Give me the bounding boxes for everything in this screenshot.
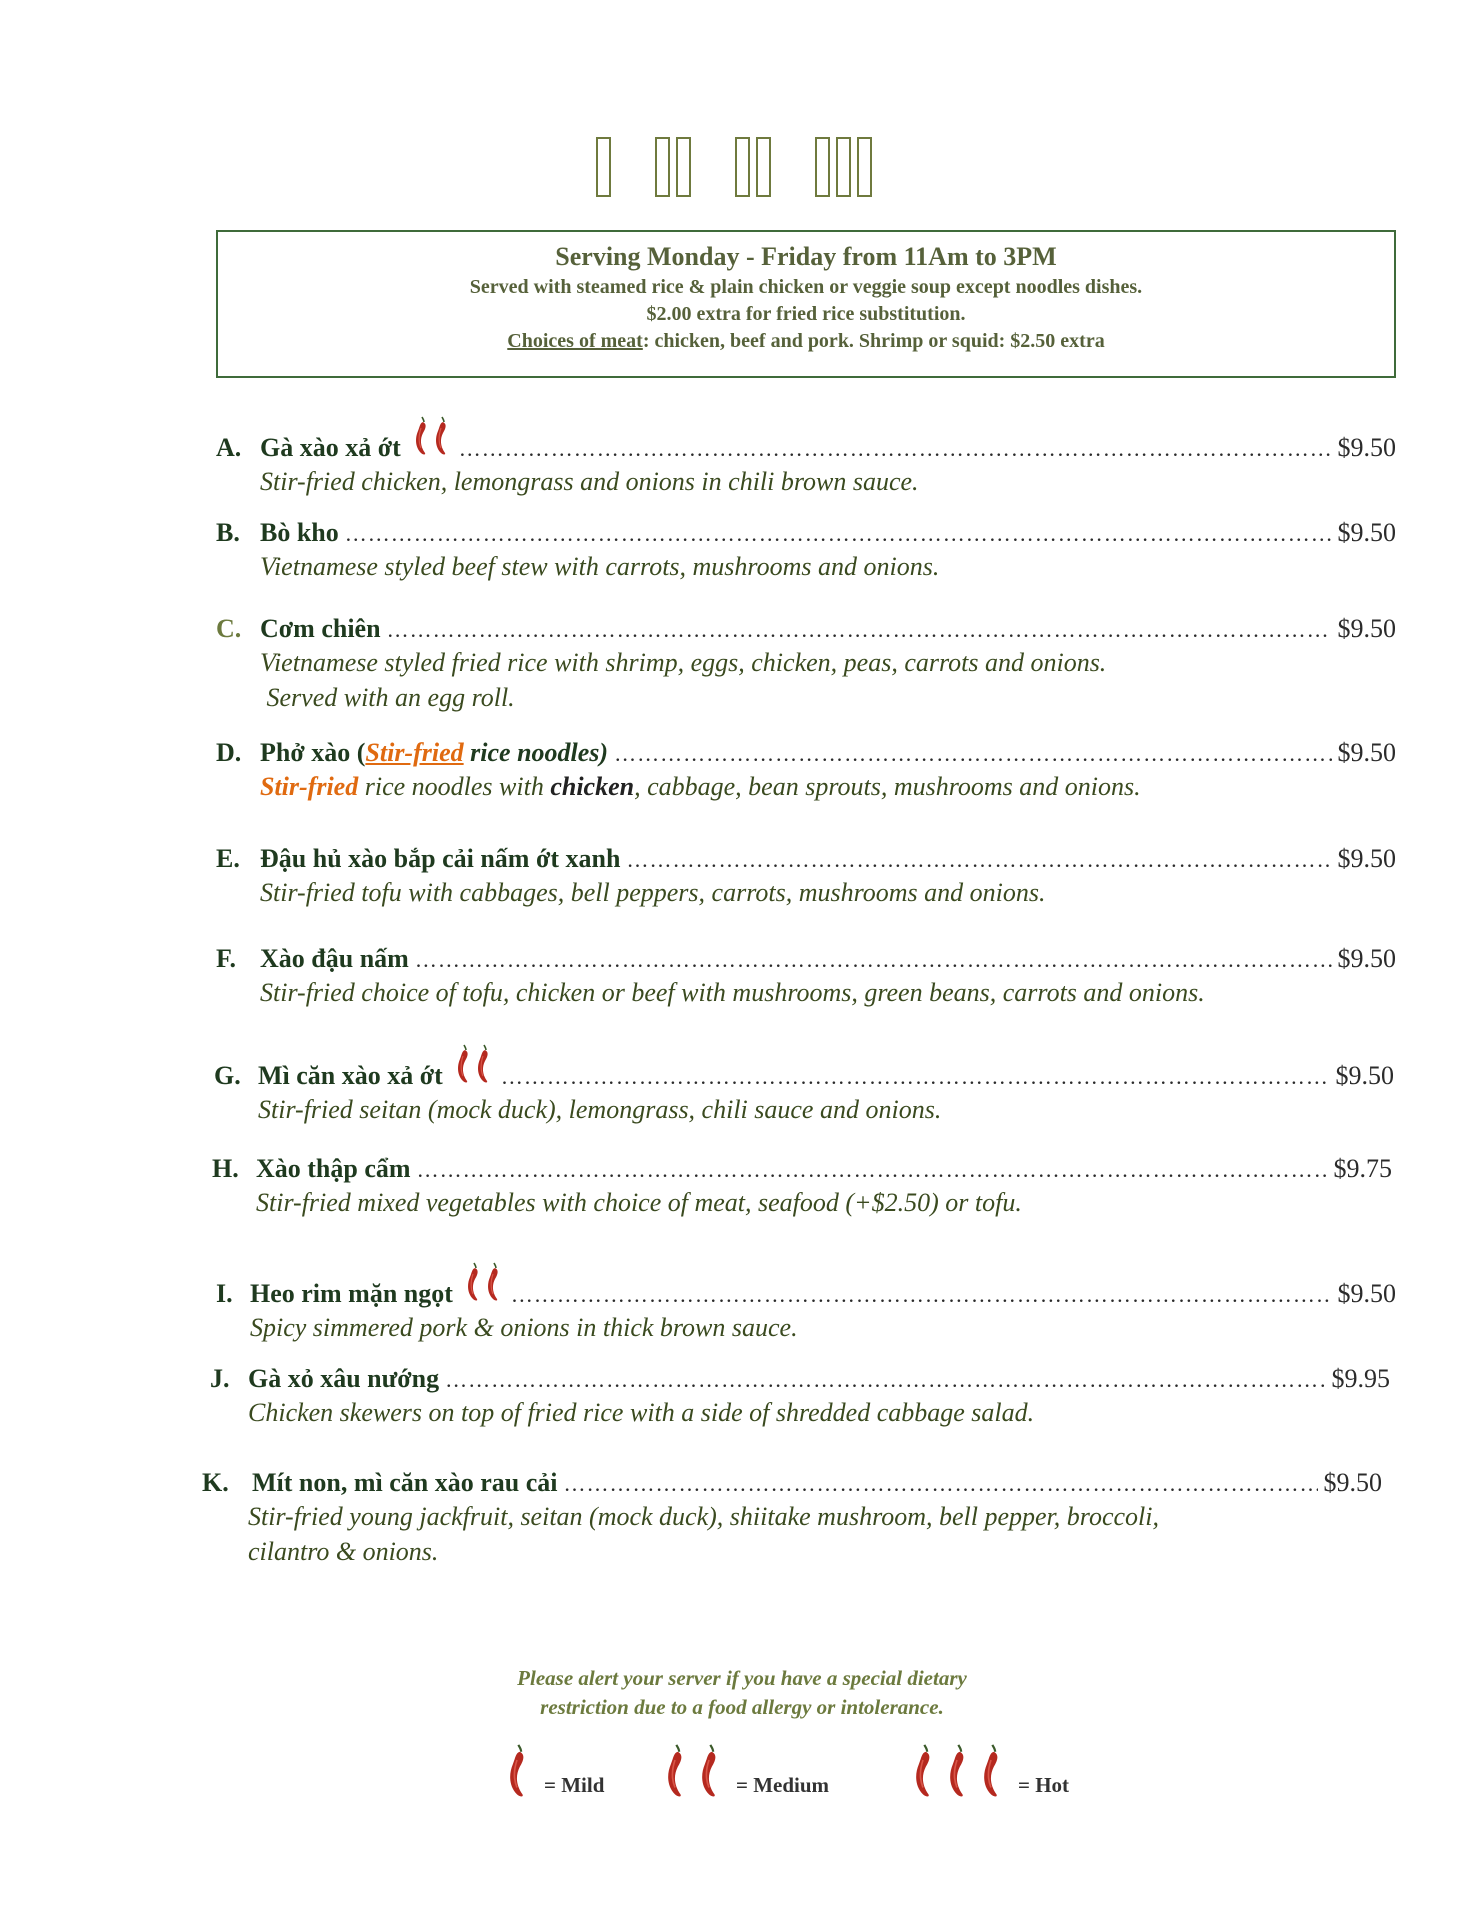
dot-leader — [626, 847, 1331, 873]
item-description: Stir-fried tofu with cabbages, bell peppers, carrots, mushrooms and onions. — [260, 878, 1046, 907]
legend-medium — [664, 1740, 829, 1802]
item-price: $9.50 — [1337, 614, 1396, 643]
item-letter: G. — [214, 1061, 241, 1090]
item-letter: H. — [212, 1154, 239, 1183]
allergy-notice-line-2: restriction due to a food allergy or intolerance. — [540, 1695, 944, 1719]
chili-pepper-icon — [912, 1740, 934, 1802]
item-description: Vietnamese styled fried rice with shrimp, eggs, chicken, peas, carrots and onions. — [260, 648, 1107, 677]
item-description: Spicy simmered pork & onions in thick brown sauce. — [250, 1313, 798, 1342]
item-name: Gà xào xả ớt — [260, 433, 401, 462]
choices-of-meat-label: Choices of meat — [507, 330, 643, 352]
menu-item-j — [210, 1364, 1390, 1429]
legend-hot — [912, 1740, 1069, 1802]
item-description: Chicken skewers on top of fried rice with a side of shredded cabbage salad. — [248, 1398, 1035, 1427]
item-description: Vietnamese styled beef stew with carrots, mushrooms and onions. — [260, 552, 940, 581]
item-letter: A. — [216, 433, 242, 462]
allergy-notice — [0, 1664, 1484, 1722]
stir-fried-highlight: Stir-fried — [365, 738, 464, 767]
item-price: $9.50 — [1337, 518, 1396, 547]
item-description: Stir-fried seitan (mock duck), lemongrass, chili sauce and onions. — [258, 1095, 942, 1124]
title-glyph — [676, 137, 691, 197]
legend-label-hot: = Hot — [1018, 1773, 1070, 1797]
menu-item-g — [214, 1044, 1394, 1126]
dot-leader — [415, 947, 1332, 973]
item-letter: B. — [216, 518, 240, 547]
menu-item-h — [212, 1154, 1392, 1219]
item-price: $9.50 — [1337, 844, 1396, 873]
title-glyph — [735, 137, 750, 197]
legend-label-mild: = Mild — [544, 1773, 605, 1797]
item-name: Xào đậu nấm — [260, 944, 409, 973]
item-letter: E. — [216, 844, 240, 873]
dot-leader — [614, 741, 1331, 767]
item-price: $9.50 — [1337, 433, 1396, 462]
chili-pepper-icon — [946, 1740, 968, 1802]
item-name: Cơm chiên — [260, 614, 381, 643]
menu-item-b — [216, 518, 1396, 583]
serving-note-soup: Served with steamed rice & plain chicken or veggie soup except noodles dishes. — [469, 276, 1143, 298]
item-description-extra: cilantro & onions. — [248, 1537, 439, 1566]
item-letter: I. — [216, 1279, 233, 1308]
item-description: Stir-fried rice noodles with chicken, cabbage, bean sprouts, mushrooms and onions. — [260, 772, 1141, 801]
item-name: Đậu hủ xào bắp cải nấm ớt xanh — [260, 844, 621, 873]
menu-item-e — [216, 844, 1396, 909]
chili-pepper-icon — [465, 1262, 481, 1302]
item-letter: J. — [210, 1364, 230, 1393]
serving-note-meat — [218, 330, 1394, 353]
title-glyph — [756, 137, 771, 197]
dot-leader — [345, 521, 1332, 547]
spice-level-icons — [465, 1262, 505, 1302]
item-price: $9.95 — [1331, 1364, 1390, 1393]
item-letter: F. — [216, 944, 236, 973]
serving-info-box — [216, 230, 1396, 378]
item-letter: K. — [202, 1468, 229, 1497]
item-price: $9.50 — [1335, 1061, 1394, 1090]
dot-leader — [459, 436, 1332, 462]
dot-leader — [417, 1157, 1328, 1183]
spice-level-icons — [413, 416, 453, 456]
chili-pepper-icon — [506, 1740, 528, 1802]
menu-item-d — [216, 738, 1396, 803]
menu-item-k — [202, 1468, 1382, 1568]
item-name: Mít non, mì căn xào rau cải — [252, 1468, 558, 1497]
item-name: Mì căn xào xả ớt — [258, 1061, 443, 1090]
item-price: $9.50 — [1337, 1279, 1396, 1308]
item-name: Xào thập cẩm — [256, 1154, 411, 1183]
item-description-extra: Served with an egg roll. — [260, 683, 515, 712]
item-letter: D. — [216, 738, 242, 767]
item-description: Stir-fried young jackfruit, seitan (mock duck), shiitake mushroom, bell pepper, broccoli, — [248, 1502, 1159, 1531]
item-description: Stir-fried mixed vegetables with choice of meat, seafood (+$2.50) or tofu. — [256, 1188, 1022, 1217]
title-glyph — [857, 137, 872, 197]
item-price: $9.50 — [1337, 738, 1396, 767]
chili-pepper-icon — [980, 1740, 1002, 1802]
title-glyph — [836, 137, 851, 197]
spice-legend — [0, 1740, 1484, 1810]
chili-pepper-icon — [664, 1740, 686, 1802]
chili-pepper-icon — [698, 1740, 720, 1802]
chili-pepper-icon — [485, 1262, 501, 1302]
title-glyph — [655, 137, 670, 197]
spice-level-icons — [455, 1044, 495, 1084]
title-glyph — [815, 137, 830, 197]
legend-mild — [506, 1740, 604, 1802]
choices-of-meat-text: : chicken, beef and pork. Shrimp or squid: $2.50 extra — [642, 330, 1105, 352]
serving-hours: Serving Monday - Friday from 11Am to 3PM — [555, 242, 1057, 271]
item-price: $9.75 — [1333, 1154, 1392, 1183]
chili-pepper-icon — [455, 1044, 471, 1084]
item-name: Gà xỏ xâu nướng — [248, 1364, 440, 1393]
item-name: Phở xào (Stir-fried rice noodles) — [260, 738, 609, 767]
dot-leader — [511, 1282, 1332, 1308]
serving-note-fried-rice: $2.00 extra for fried rice substitution. — [646, 303, 966, 325]
menu-item-i — [216, 1262, 1396, 1344]
chili-pepper-icon — [475, 1044, 491, 1084]
chili-pepper-icon — [433, 416, 449, 456]
menu-title-glyphs — [596, 135, 878, 197]
dot-leader — [445, 1367, 1325, 1393]
menu-item-c — [216, 614, 1396, 714]
chili-pepper-icon — [413, 416, 429, 456]
item-name: Heo rim mặn ngọt — [250, 1279, 453, 1308]
allergy-notice-line-1: Please alert your server if you have a special dietary — [517, 1666, 967, 1690]
item-description: Stir-fried chicken, lemongrass and onions in chili brown sauce. — [260, 467, 919, 496]
title-glyph — [596, 137, 611, 197]
item-description: Stir-fried choice of tofu, chicken or beef with mushrooms, green beans, carrots and onions. — [260, 978, 1205, 1007]
item-letter: C. — [216, 614, 242, 643]
menu-item-f — [216, 944, 1396, 1009]
item-price: $9.50 — [1323, 1468, 1382, 1497]
dot-leader — [564, 1471, 1318, 1497]
legend-label-medium: = Medium — [736, 1773, 830, 1797]
item-name: Bò kho — [260, 518, 339, 547]
dot-leader — [501, 1064, 1330, 1090]
menu-item-a — [216, 416, 1396, 498]
item-price: $9.50 — [1337, 944, 1396, 973]
dot-leader — [387, 617, 1332, 643]
